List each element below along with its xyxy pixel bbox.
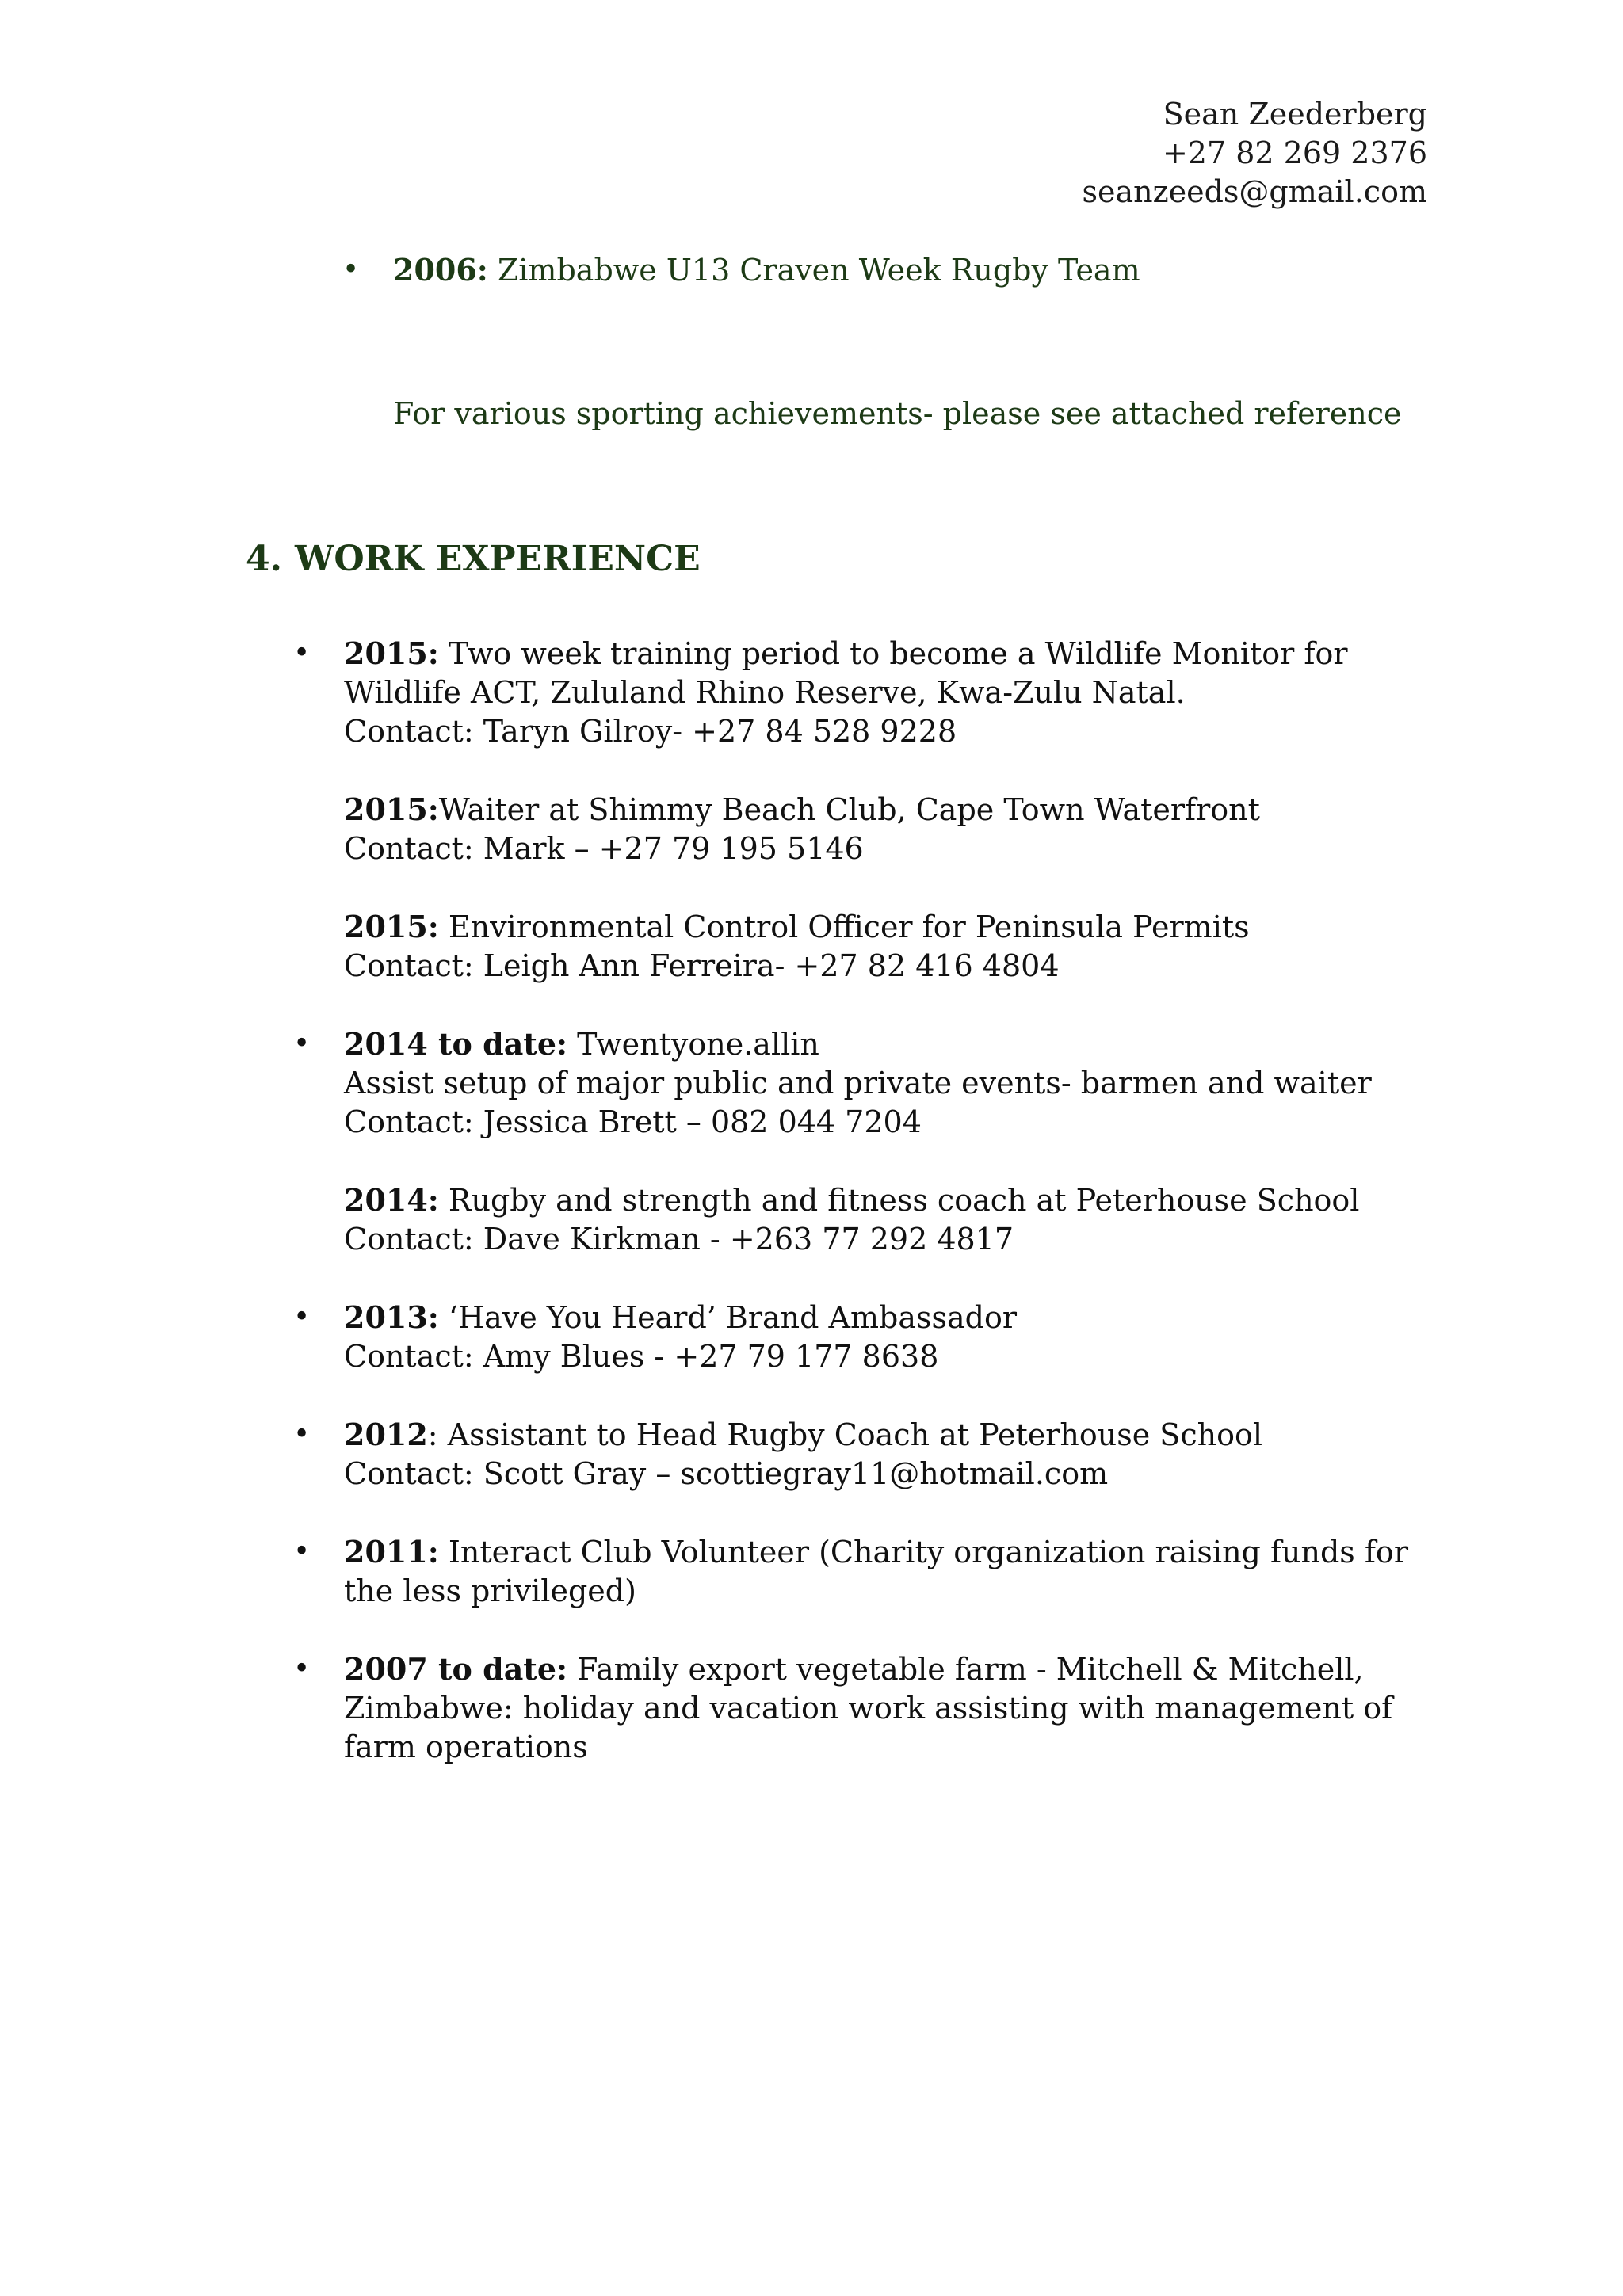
- work-year: 2014:: [344, 1182, 439, 1218]
- work-text: Rugby and strength and fitness coach at Peterhouse School: [438, 1183, 1360, 1218]
- work-year: 2013:: [344, 1299, 439, 1335]
- work-contact: Contact: Taryn Gilroy- +27 84 528 9228: [344, 714, 957, 749]
- work-year: 2015:: [344, 791, 439, 827]
- bullet-icon: •: [342, 254, 360, 286]
- work-subitem: [344, 1180, 1442, 1259]
- work-text: ‘Have You Heard’ Brand Ambassador: [438, 1300, 1018, 1335]
- work-year: 2014 to date:: [344, 1026, 568, 1062]
- achievement-year: 2006:: [393, 252, 488, 288]
- bullet-icon: •: [293, 1028, 311, 1060]
- work-contact: Contact: Jessica Brett – 082 044 7204: [344, 1104, 922, 1139]
- work-item: [293, 1532, 1442, 1611]
- work-text: Two week training period to become a Wildlife Monitor for Wildlife ACT, Zululand Rhino Reserve, Kwa-Zulu Natal.: [344, 636, 1348, 710]
- work-contact: Contact: Scott Gray – scottiegray11@hotmail.com: [344, 1456, 1109, 1491]
- bullet-icon: •: [293, 1418, 311, 1451]
- work-text: : Assistant to Head Rugby Coach at Peterhouse School: [427, 1417, 1263, 1452]
- work-item: [293, 1415, 1442, 1493]
- work-item: [293, 1298, 1442, 1376]
- header-phone: +27 82 269 2376: [1162, 135, 1427, 170]
- work-text: Waiter at Shimmy Beach Club, Cape Town Waterfront: [438, 792, 1260, 827]
- section-heading: [246, 539, 701, 579]
- header-name: Sean Zeederberg: [1163, 97, 1427, 132]
- section-title: WORK EXPERIENCE: [295, 539, 701, 579]
- work-year: 2015:: [344, 635, 439, 671]
- work-contact: Contact: Amy Blues - +27 79 177 8638: [344, 1339, 939, 1374]
- work-contact: Contact: Mark – +27 79 195 5146: [344, 831, 864, 866]
- header-email: seanzeeds@gmail.com: [1082, 174, 1427, 209]
- work-item: [293, 1024, 1442, 1259]
- work-text: Family export vegetable farm - Mitchell & Mitchell, Zimbabwe: holiday and vacation work assisting with management of farm operations: [344, 1652, 1393, 1764]
- work-subitem: [344, 790, 1442, 868]
- work-year: 2011:: [344, 1534, 439, 1569]
- section-number: 4.: [246, 539, 282, 579]
- work-year: 2015:: [344, 909, 439, 944]
- work-subitem: [344, 907, 1442, 986]
- contact-header: [1082, 95, 1427, 212]
- work-contact: Contact: Leigh Ann Ferreira- +27 82 416 4804: [344, 948, 1060, 983]
- work-item: [293, 634, 1442, 986]
- work-text: Interact Club Volunteer (Charity organization raising funds for the less privileged): [344, 1535, 1408, 1608]
- bullet-icon: •: [293, 1653, 311, 1685]
- bullet-icon: •: [293, 1301, 311, 1333]
- achievement-text: Zimbabwe U13 Craven Week Rugby Team: [487, 253, 1140, 288]
- work-year: 2012: [344, 1417, 428, 1452]
- bullet-icon: •: [293, 1535, 311, 1568]
- work-text: Twentyone.allin: [567, 1027, 819, 1062]
- work-text: Environmental Control Officer for Peninsula Permits: [438, 910, 1250, 944]
- work-description: Assist setup of major public and private events- barmen and waiter: [344, 1066, 1372, 1100]
- work-item: [293, 1650, 1442, 1767]
- reference-note: For various sporting achievements- please see attached reference: [393, 396, 1402, 431]
- work-experience-list: [293, 634, 1442, 1806]
- work-year: 2007 to date:: [344, 1651, 568, 1687]
- bullet-icon: •: [293, 637, 311, 669]
- work-contact: Contact: Dave Kirkman - +263 77 292 4817: [344, 1222, 1014, 1257]
